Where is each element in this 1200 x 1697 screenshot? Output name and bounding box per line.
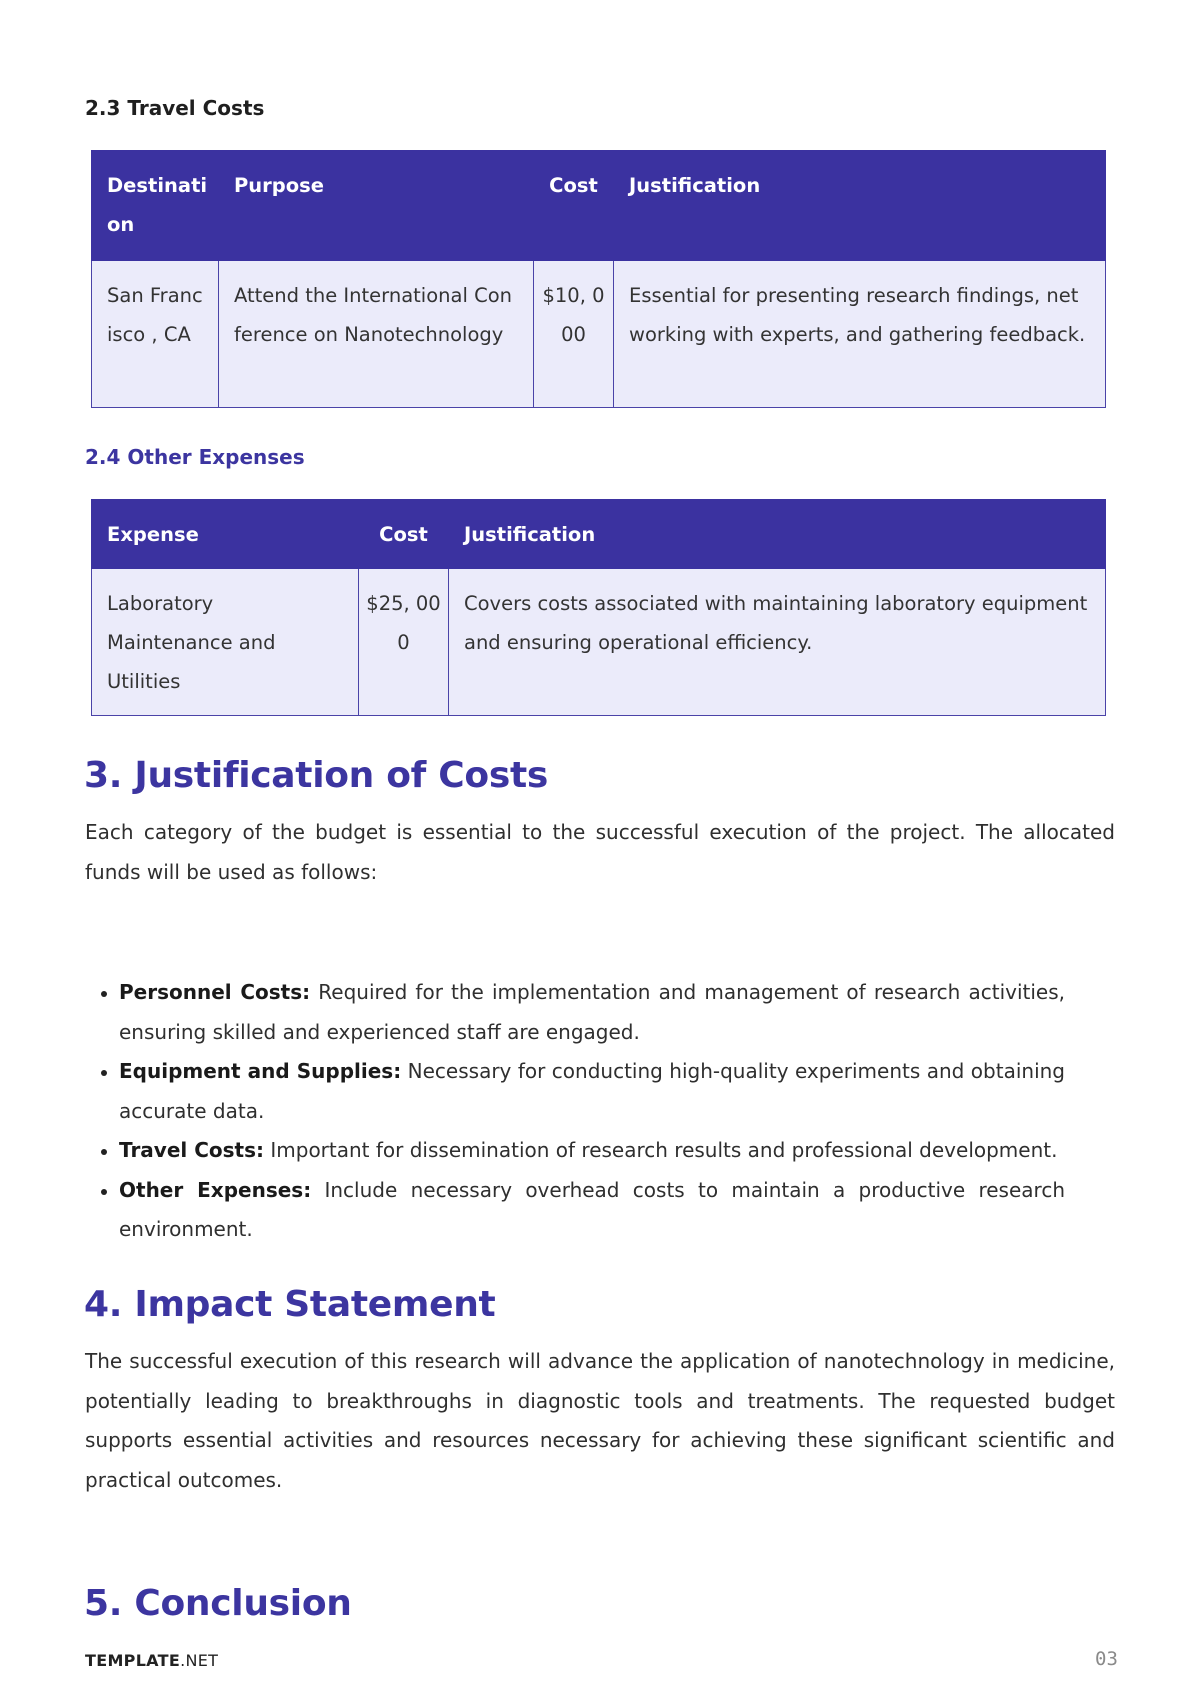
page-number: 03: [1095, 1648, 1118, 1670]
column-header: Justification: [449, 500, 1106, 569]
impact-section-title: 4. Impact Statement: [84, 1284, 496, 1325]
table-cell-justification: Essential for presenting research findings, networking with experts, and gathering feedback.: [614, 261, 1106, 408]
bullet-icon: [101, 1189, 107, 1195]
column-header: Destinati on: [92, 151, 219, 261]
column-header: Cost: [534, 151, 614, 261]
table-cell-purpose: Attend the International Conference on Nanotechnology: [219, 261, 534, 408]
brand-logo: [85, 1651, 218, 1670]
table-row: [92, 261, 1106, 408]
impact-paragraph: The successful execution of this research will advance the application of nanotechnology in medicine, potentially leading to breakthroughs in diagnostic tools and treatments. The requested budget supports essential activities and resources necessary for achieving these significant scientific and practical outcomes.: [85, 1349, 1115, 1492]
bullet-icon: [101, 1149, 107, 1155]
bullet-text: Include necessary overhead costs to maintain a productive research environment.: [119, 1177, 1065, 1241]
travel-costs-heading: 2.3 Travel Costs: [85, 96, 265, 120]
bullet-label: Travel Costs:: [119, 1138, 265, 1162]
column-header: Expense: [92, 500, 359, 569]
bullet-label: Personnel Costs:: [119, 980, 311, 1004]
table-cell-expense: Laboratory Maintenance and Utilities: [92, 569, 359, 716]
table-cell-cost: $10, 000: [534, 261, 614, 408]
column-header: Cost: [359, 500, 449, 569]
list-item: [85, 1131, 1065, 1171]
table-cell-destination: San Francisco , CA: [92, 261, 219, 408]
column-header: Justification: [614, 151, 1106, 261]
table-header-row: [92, 151, 1106, 261]
bullet-text: Required for the implementation and management of research activities, ensuring skilled and experienced staff are engaged.: [119, 980, 1066, 1044]
column-header: Purpose: [219, 151, 534, 261]
justification-section-title: 3. Justification of Costs: [84, 755, 548, 796]
brand-logo-bold: TEMPLATE: [85, 1651, 181, 1670]
justification-bullet-list: [85, 973, 1065, 1250]
bullet-icon: [101, 1070, 107, 1076]
table-header-row: [92, 500, 1106, 569]
list-item: [85, 1052, 1065, 1131]
bullet-text: Necessary for conducting high-quality experiments and obtaining accurate data.: [119, 1059, 1065, 1123]
other-expenses-table: [91, 499, 1106, 716]
bullet-label: Other Expenses:: [119, 1177, 312, 1202]
list-item: [85, 1171, 1065, 1250]
conclusion-section-title: 5. Conclusion: [84, 1583, 352, 1624]
other-expenses-heading: 2.4 Other Expenses: [85, 445, 305, 469]
list-item: [85, 973, 1065, 1052]
table-cell-justification: Covers costs associated with maintaining laboratory equipment and ensuring operational efficiency.: [449, 569, 1106, 716]
travel-costs-table: [91, 150, 1106, 408]
bullet-label: Equipment and Supplies:: [119, 1059, 402, 1083]
brand-logo-suffix: .NET: [180, 1651, 219, 1670]
table-row: [92, 569, 1106, 716]
table-cell-cost: $25, 000: [359, 569, 449, 716]
justification-intro: Each category of the budget is essential to the successful execution of the project. The allocated funds will be used as follows:: [85, 820, 1115, 884]
bullet-icon: [101, 991, 107, 997]
bullet-text: Important for dissemination of research results and professional development.: [264, 1138, 1058, 1162]
